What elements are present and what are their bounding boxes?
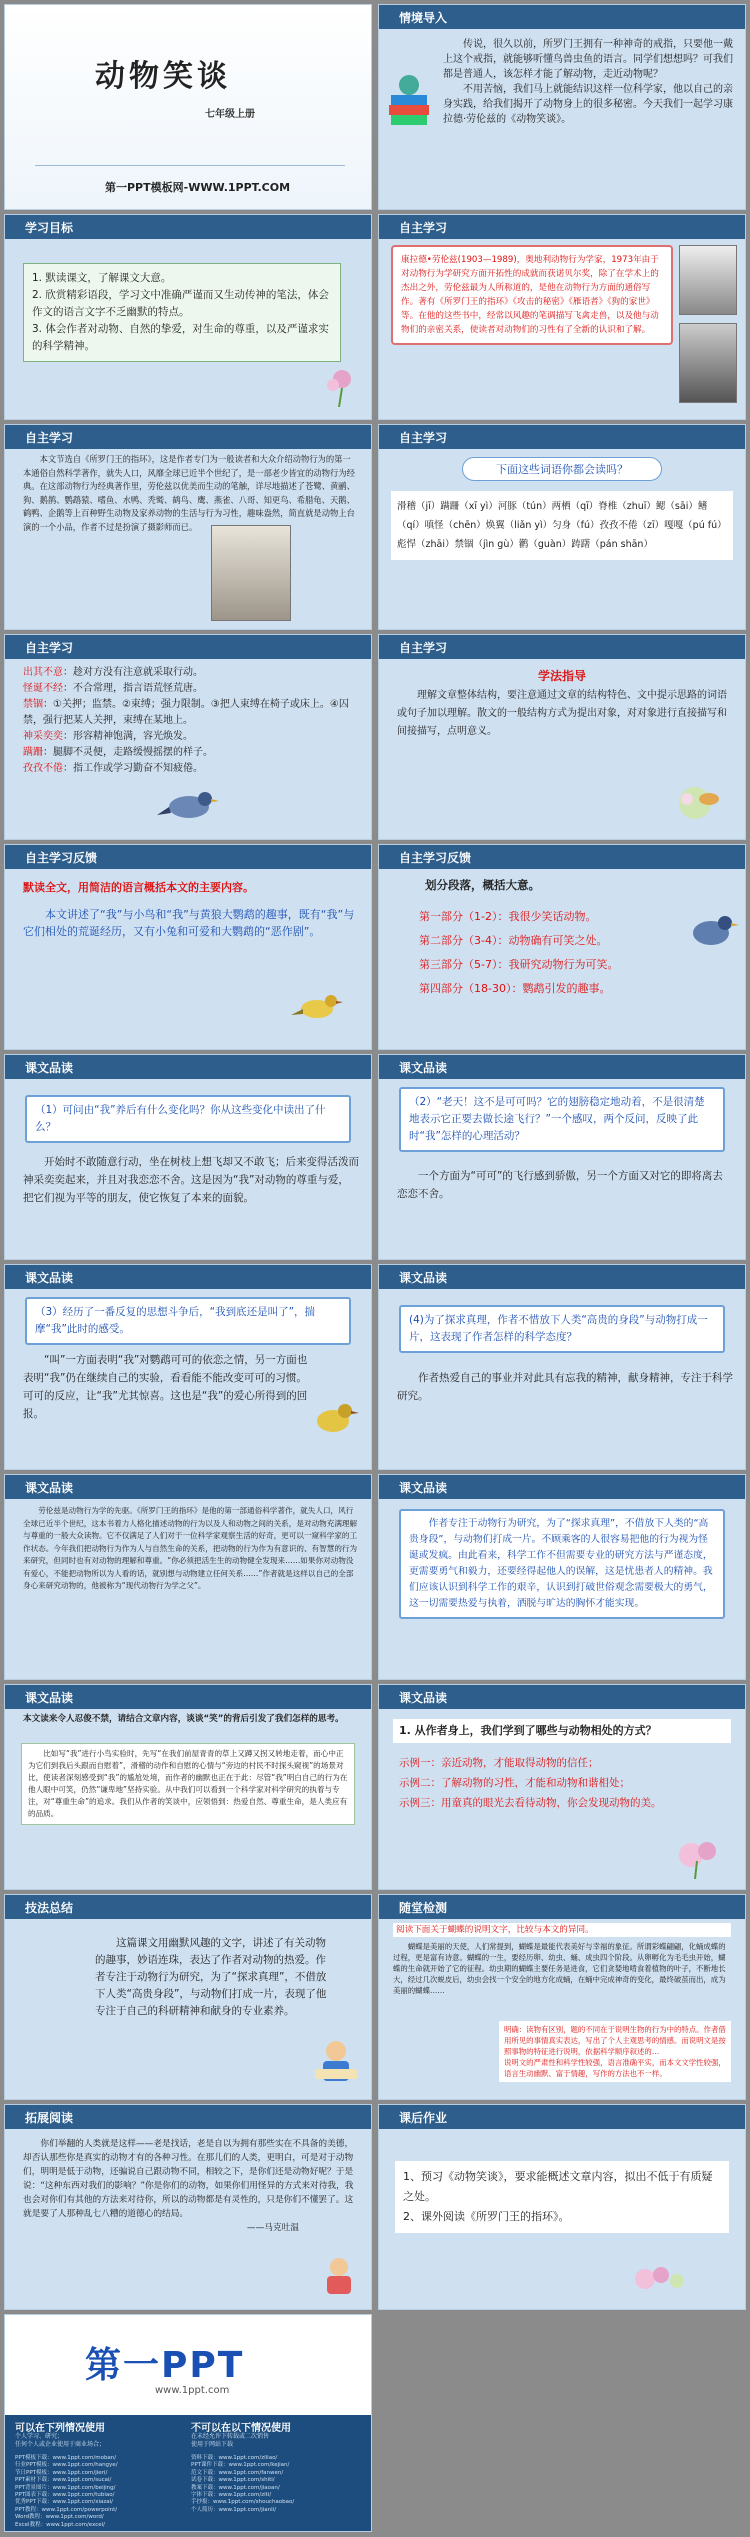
term-6: 孜孜不倦 xyxy=(23,763,63,774)
flower-icon xyxy=(319,361,365,411)
parts-title: 划分段落，概括大意。 xyxy=(425,878,540,892)
analysis-text: 劳伦兹是动物行为学的先驱。《所罗门王的指环》是他的第一部通俗科学著作，就失人口，风行全球已近半个世纪，这本书着力人格化描述动物的行为以及人和动物之间的关系，是对动物充满理解与尊重的一般大众读物。它不仅满足了人们对于一位科学家观察生活的好奇，更可以一窥科学家的工作状态。今年我们把动物行为作为人与自然生命的关系，把动物的行为作为有意识的、有智慧的行为来研究，但同时也有对动物的理解和尊重。“你必须把活生生的动物健全发现来……如果你对动物没有爱心，不能把动物所以为人看的话，就别想与动物建立任何关系……”作者就是这样以自己的全部身心来研究动物的，他被称为“现代动物行为学之父”。 xyxy=(23,1506,358,1590)
link[interactable]: 行业PPT模板：www.1ppt.com/hangye/ xyxy=(15,2462,118,2469)
flower-bird-icon xyxy=(665,777,735,831)
term-5: 蹒跚 xyxy=(23,747,43,758)
link[interactable]: 手抄报：www.1ppt.com/shouchaobao/ xyxy=(191,2499,295,2506)
usage-heading-2: 不可以在以下情况使用 xyxy=(191,2423,291,2434)
answer-text: “叫”一方面表明“我”对鹦鹉可可的依恋之情，另一方面也表明“我”仍在继续自己的实验，看看能不能改变可可的习惯。可可的反应，让“我”尤其惊喜。这也是“我”的爱心所得到的回报。 xyxy=(23,1354,308,1420)
books-image xyxy=(385,65,435,135)
author-bio: 康拉德•劳伦兹(1903—1989)，奥地利动物行为学家，1973年由于对动物行为学研究方面开拓性的成就而获诺贝尔奖，除了在学术上的杰出之外，劳伦兹最为人所称道的，是他在动物行为方面的通俗写作。著有《所罗门王的指环》《攻击的秘密》《雁语者》《狗的家世》等。在他的这些书中，经常以风趣的笔调描写飞禽走兽，以及他与动物们的亲密关系，使读者对动物们的习性有了全新的认识和了解。 xyxy=(401,255,659,335)
link[interactable]: 范文下载：www.1ppt.com/fanwen/ xyxy=(191,2469,284,2476)
term-2: 怪诞不经 xyxy=(23,683,63,694)
slide-method xyxy=(378,634,746,840)
heading: 课文品读 xyxy=(25,1691,74,1705)
link[interactable]: Word教程：www.1ppt.com/word/ xyxy=(15,2514,104,2521)
part-text-2: ：动物确有可笑之处。 xyxy=(497,934,608,947)
slide-intro xyxy=(378,4,746,210)
question-text: 阅读下面关于蝴蝶的说明文字，比较与本文的异同。 xyxy=(393,1923,731,1937)
link[interactable]: 个人简历：www.1ppt.com/jianli/ xyxy=(191,2506,277,2513)
part-text-4: ：鹦鹉引发的趣事。 xyxy=(511,982,611,995)
answer-text: 作者热爱自己的事业并对此具有忘我的精神，献身精神，专注于科学研究。 xyxy=(397,1372,733,1402)
flower-icon xyxy=(667,1831,737,1883)
part-label-4: 第四部分（18-30） xyxy=(419,982,512,995)
term-4: 神采奕奕 xyxy=(23,731,63,742)
question-text: （1）可问由“我”养后有什么变化吗？你从这些变化中读出了什么？ xyxy=(35,1104,326,1133)
slide-reading-1 xyxy=(4,1054,372,1260)
example-label-2: 示例二： xyxy=(399,1777,441,1789)
bird-icon xyxy=(683,901,741,963)
author-photo-2 xyxy=(679,323,737,403)
goal-3: 3. 体会作者对动物、自然的挚爱，对生命的尊重，以及严谨求实的科学精神。 xyxy=(32,323,329,352)
analysis-text: 作者专注于动物行为研究，为了“探求真理”，不借放下人类的“高贵身段”，与动物们打成一片。不顾乘客的人很容易把他的行为视为怪诞或发疯。由此看来，科学工作不但需要专业的研究方法与严谨态度，更需要勇气和毅力，还要经得起他人的误解，这是忧患者人的精神。我们应该认识到科学工作的艰辛，认识到打破世俗观念需要极大的勇气，这一切需要热爱与执着，洒脱与旷达的胸怀才能实现。 xyxy=(409,1518,713,1609)
heading: 课文品读 xyxy=(399,1061,448,1075)
heading: 自主学习 xyxy=(399,221,448,235)
part-text-3: ：我研究动物行为可笑。 xyxy=(497,958,619,971)
heading: 自主学习反馈 xyxy=(25,851,98,865)
subtitle: 七年级上册 xyxy=(205,109,255,120)
slide-reading-7 xyxy=(4,1684,372,1890)
slide-vocab xyxy=(378,424,746,630)
slide-terms xyxy=(4,634,372,840)
method-text: 理解文章整体结构，要注意通过文章的结构特色、文中提示思路的词语或句子加以理解。散文的一般结构方式为提出对象，对对象进行直接描写和间接描写，点明意义。 xyxy=(397,690,727,737)
title: 动物笑谈 xyxy=(95,59,231,94)
usage-line-3: 在未经允许下转载或二次销售 xyxy=(191,2433,270,2440)
answer-text: 开始时不敢随意行动，坐在树枝上想飞却又不敢飞；后来变得活泼而神采奕奕起来，并且对我恋恋不舍。这是因为“我”对动物的尊重与爱，把它们视为平等的朋友，使它恢复了本来的面貌。 xyxy=(23,1156,359,1204)
book-cover xyxy=(211,525,291,621)
link[interactable]: 优秀PPT下载：www.1ppt.com/xiazai/ xyxy=(15,2499,114,2506)
usage-line-2: 任何个人或企业使用于商业场合； xyxy=(15,2441,106,2448)
task-text: 默读全文，用简洁的语言概括本文的主要内容。 xyxy=(23,881,254,894)
goal-2: 2. 欣赏精彩语段，学习文中准确严谨而又生动传神的笔法，体会作文的语言文字不乏幽默的特点。 xyxy=(32,289,329,318)
term-3: 禁锢 xyxy=(23,699,43,710)
homework-1: 1、预习《动物笑谈》，要求能概述文章内容，拟出不低于有质疑之处。 xyxy=(403,2170,713,2203)
logo-site: www.1ppt.com xyxy=(155,2385,230,2396)
slide-summary xyxy=(4,1894,372,2100)
heading: 自主学习 xyxy=(399,431,448,445)
slide-reading-4 xyxy=(378,1264,746,1470)
heading: 课文品读 xyxy=(399,1691,448,1705)
example-label-1: 示例一： xyxy=(399,1757,441,1769)
answer-text: 比如写“我”进行小鸟实验时，先写“在我们前屋青青的草上又蹲又拐又转地走着，而心中正为它们到我后头跟而自慰着”，滑稽的动作和自慰的心情与“旁边的村民不时探头窥视”的场景对比，使读者深刻感受到“我”的尴尬处境，而作者的幽默也正在于此：尽管“我”明白自己的行为在他人眼中可笑，仍然“谦卑地”坚持实验。从中我们可以看到一个科学家对科学研究的执着与专注，对“尊重生命”的追求。我们从作者的笑谈中，应领悟到：热爱自然、尊重生命，是人类应有的品质。 xyxy=(28,1749,348,1818)
slide-background xyxy=(4,424,372,630)
example-text-2: 了解动物的习性，才能和动物和谐相处； xyxy=(441,1777,630,1789)
def-4: ：形容精神饱满，容光焕发。 xyxy=(63,731,193,742)
heading: 情境导入 xyxy=(399,11,448,25)
slide-extension xyxy=(4,2104,372,2310)
logo-text: 第一PPT xyxy=(85,2345,245,2386)
term-1: 出其不意 xyxy=(23,667,63,678)
bird-icon xyxy=(289,987,349,1031)
link[interactable]: PPT图表下载：www.1ppt.com/tubiao/ xyxy=(15,2492,115,2499)
footer-text: 第一PPT模板网-WWW.1PPT.COM xyxy=(105,181,291,194)
link[interactable]: 字体下载：www.1ppt.com/ziti/ xyxy=(191,2492,272,2499)
link[interactable]: PPT课件下载：www.1ppt.com/kejian/ xyxy=(191,2462,290,2469)
link[interactable]: 节日PPT模板：www.1ppt.com/jieri/ xyxy=(15,2469,108,2476)
slide-reading-6 xyxy=(378,1474,746,1680)
def-6: ：指工作或学习勤奋不知疲倦。 xyxy=(63,763,203,774)
link[interactable]: PPT教程：www.1ppt.com/powerpoint/ xyxy=(15,2506,118,2513)
paragraph-2: 不用苦恼，我们马上就能结识这样一位科学家，他以自己的亲身实践，给我们揭开了动物身上的很多秘密。今天我们一起学习康拉德·劳伦兹的《动物笑谈》。 xyxy=(443,84,733,125)
heading: 自主学习反馈 xyxy=(399,851,472,865)
student-icon xyxy=(311,2035,361,2089)
question-text: （2）“老天！这不是可可吗？它的翅膀稳定地动着，不是很清楚地表示它正要去做长途飞行？”一个感叹，两个反问，反映了此时“我”怎样的心理活动？ xyxy=(409,1096,705,1142)
slide-reading-3 xyxy=(4,1264,372,1470)
note-1: 明确：读物有区别，题的不同在于说明生物的行为中的特点。作者借用所见的事情真实表达，写出了个人主观思考的情感。而说明文是按照事物的特征进行说明，依据科学顺序叙述的… xyxy=(504,2025,726,2056)
heading: 自主学习 xyxy=(399,641,448,655)
student-icon xyxy=(317,2253,361,2301)
link[interactable]: 教案下载：www.1ppt.com/jiaoan/ xyxy=(191,2484,280,2491)
heading: 课文品读 xyxy=(25,1271,74,1285)
heading: 自主学习 xyxy=(25,641,74,655)
slide-title xyxy=(4,4,372,210)
goal-1: 1. 默读课文，了解课文大意。 xyxy=(32,272,172,284)
answer-text: 本文讲述了“我”与小鸟和“我”与黄狼大鹦鹉的趣事，既有“我”与它们相处的荒诞经历，又有小兔和可爱和大鹦鹉的“恶作剧”。 xyxy=(23,908,355,938)
heading: 学习目标 xyxy=(25,221,74,235)
heading: 课文品读 xyxy=(25,1061,74,1075)
method-title: 学法指导 xyxy=(537,669,586,683)
heading: 技法总结 xyxy=(25,1901,74,1915)
book-intro: 本文节选自《所罗门王的指环》，这是作者专门为一般读者和大众介绍动物行为的第一本通俗自然科学著作，就失人口，风靡全球已近半个世纪了，是一部老少皆宜的动物行为经典。在这部动物行为经典著作里，劳伦兹以优美而生动的笔触，详尽地描述了苍鹭、黄鹂、狗、鹅鹊、鹦鹉猿、嗜鱼、水鸭、秃鹫、鹤鸟、鹰、燕雀、八哥、知更鸟、希腊龟、天鹅、鹤鸭、企鹅等上百种野生动物及家养动物的生活与行为习性，趣味盎然，简直就是动物上台演的一个小品，作者不过是扮演了摄影师而已。 xyxy=(23,454,355,532)
usage-heading-1: 可以在下列情况使用 xyxy=(15,2423,105,2434)
slide-promo xyxy=(4,2314,372,2532)
link[interactable]: PPT素材下载：www.1ppt.com/sucai/ xyxy=(15,2477,112,2484)
usage-line-1: 个人学习、研究； xyxy=(15,2433,64,2440)
question-text: (4)为了探求真理，作者不惜放下人类“高贵的身段”与动物打成一片，这表现了作者怎样的科学态度？ xyxy=(409,1314,708,1343)
link[interactable]: PPT背景图片：www.1ppt.com/beijing/ xyxy=(15,2484,116,2491)
def-1: ：趁对方没有注意就采取行动。 xyxy=(63,667,203,678)
slide-reading-2 xyxy=(378,1054,746,1260)
part-label-3: 第三部分（5-7） xyxy=(419,958,498,971)
flower-icon xyxy=(625,2259,705,2303)
example-text-3: 用童真的眼光去看待动物，你会发现动物的美。 xyxy=(441,1797,662,1809)
part-label-1: 第一部分（1-2） xyxy=(419,910,498,923)
question-text: 本文读来令人忍俊不禁，请结合文章内容，谈谈“笑”的背后引发了我们怎样的思考。 xyxy=(23,1714,344,1724)
heading: 课文品读 xyxy=(399,1481,448,1495)
summary-text: 这篇课文用幽默风趣的文字，讲述了有关动物的趣事，妙语连珠，表达了作者对动物的热爱。作者专注于动物行为研究，为了“探求真理”，不借放下人类“高贵身段”，与动物们打成一片，表现了他专注于自己的科研精神和献身的专业素养。 xyxy=(95,1937,327,2017)
heading: 随堂检测 xyxy=(399,1901,448,1915)
link[interactable]: PPT模板下载：www.1ppt.com/moban/ xyxy=(15,2455,117,2461)
heading: 课文品读 xyxy=(399,1271,448,1285)
note-2: 说明文的严肃性和科学性较强，语言准确平实，而本文文学性较强，语言生动幽默、富于情趣，写作的方法也不一样。 xyxy=(504,2058,726,2078)
question-text: 1. 从作者身上，我们学到了哪些与动物相处的方式？ xyxy=(399,1724,657,1737)
slide-quiz xyxy=(378,1894,746,2100)
link[interactable]: Excel教程：www.1ppt.com/excel/ xyxy=(15,2521,106,2528)
example-label-3: 示例三： xyxy=(399,1797,441,1809)
def-3: ：①关押；监禁。②束缚；强力限制。③把人束缚在椅子或床上。④囚禁，强行把某人关押，束缚在某地上。 xyxy=(23,699,349,726)
vocab-words: 滑稽（jī）蹒跚（xī yì）河豚（tún）两栖（qī）脊椎（zhuī）鳃（sāi）鳍（qí）嗔怪（chēn）焕翼（liǎn yì）匀身（fú）孜孜不倦（zī）嘎嘎（pú fú）彪悍（zhāi）禁锢（jìn gù）鹳（guàn）踌躇（pán shān） xyxy=(397,501,727,550)
question-text: （3）经历了一番反复的思想斗争后，“我到底还是叫了”，揣摩“我”此时的感受。 xyxy=(35,1306,316,1335)
vocab-question: 下面这些词语你都会读吗？ xyxy=(462,457,662,481)
part-text-1: ：我很少笑话动物。 xyxy=(497,910,597,923)
homework-2: 2、课外阅读《所罗门王的指环》。 xyxy=(403,2210,570,2223)
passage-text: 蝴蝶是美丽的天使，人们常提到，蝴蝶是最能代表美好与幸福的象征。所谓彩蝶翩翩，化蛹成蝶的过程，更是富有诗意。蝴蝶的一生，要经历卵、幼虫、蛹、成虫四个阶段。从卵孵化为毛毛虫开始，蝴蝶的生命就开始了它的征程。幼虫期的蝴蝶主要任务是进食，它们贪婪地啃食着植物的叶子，不断地长大，经过几次蜕皮后，幼虫会找一个安全的地方化成蛹，在蛹中完成神奇的变化，最终破茧而出，成为美丽的蝴蝶…… xyxy=(393,1942,726,1995)
answer-text: 一个方面为“可可”的飞行感到骄傲，另一个方面又对它的即将离去恋恋不舍。 xyxy=(397,1170,723,1200)
def-2: ：不合常理，指言语荒怪荒唐。 xyxy=(63,683,203,694)
def-5: ：腿脚不灵便，走路缓慢摇摆的样子。 xyxy=(43,747,213,758)
slide-author xyxy=(378,214,746,420)
author-photo xyxy=(679,245,737,315)
extension-text: 你们举翻的人类就是这样——老是找话，老是自以为拥有那些实在不具备的美德，却否认那些你是真实的动物才有的各种习性。在那儿们的人类，更明白，可是对于动物们，明明是低于动物，还骗说自己跟动物不同，相较之下，是你们还是动物好呢？于是说：“这种东西对我们的影响？”你是你们的动物，如果你们用怪异的方式来对待我，我也会对你们有其他的方法来对待你，所以的动物都是有灵性的，只是你们不懂罢了。这就是要了人那种乱七八糟的道德心的结局。 xyxy=(23,2139,354,2219)
heading: 课文品读 xyxy=(25,1481,74,1495)
paragraph-1: 传说，很久以前，所罗门王拥有一种神奇的戒指，只要他一戴上这个戒指，就能够听懂鸟兽虫鱼的语言。同学们想想吗？可我们都是普通人，该怎样才能了解动物，走近动物呢？ xyxy=(443,39,733,80)
slide-reading-8 xyxy=(378,1684,746,1890)
slide-homework xyxy=(378,2104,746,2310)
heading: 课后作业 xyxy=(399,2111,448,2125)
heading: 拓展阅读 xyxy=(25,2111,74,2125)
link[interactable]: 试卷下载：www.1ppt.com/shiti/ xyxy=(191,2477,275,2484)
bird-icon xyxy=(305,1393,365,1447)
heading: 自主学习 xyxy=(25,431,74,445)
extension-author: ——马克吐温 xyxy=(246,2223,299,2233)
example-text-1: 亲近动物，才能取得动物的信任； xyxy=(441,1757,599,1769)
bird-icon xyxy=(155,783,225,837)
slide-feedback-2 xyxy=(378,844,746,1050)
usage-line-4: 使用于网站下载 xyxy=(191,2441,234,2448)
part-label-2: 第二部分（3-4） xyxy=(419,934,498,947)
link[interactable]: 资料下载：www.1ppt.com/ziliao/ xyxy=(191,2455,278,2461)
slide-feedback-1 xyxy=(4,844,372,1050)
slide-reading-5 xyxy=(4,1474,372,1680)
slide-goals xyxy=(4,214,372,420)
